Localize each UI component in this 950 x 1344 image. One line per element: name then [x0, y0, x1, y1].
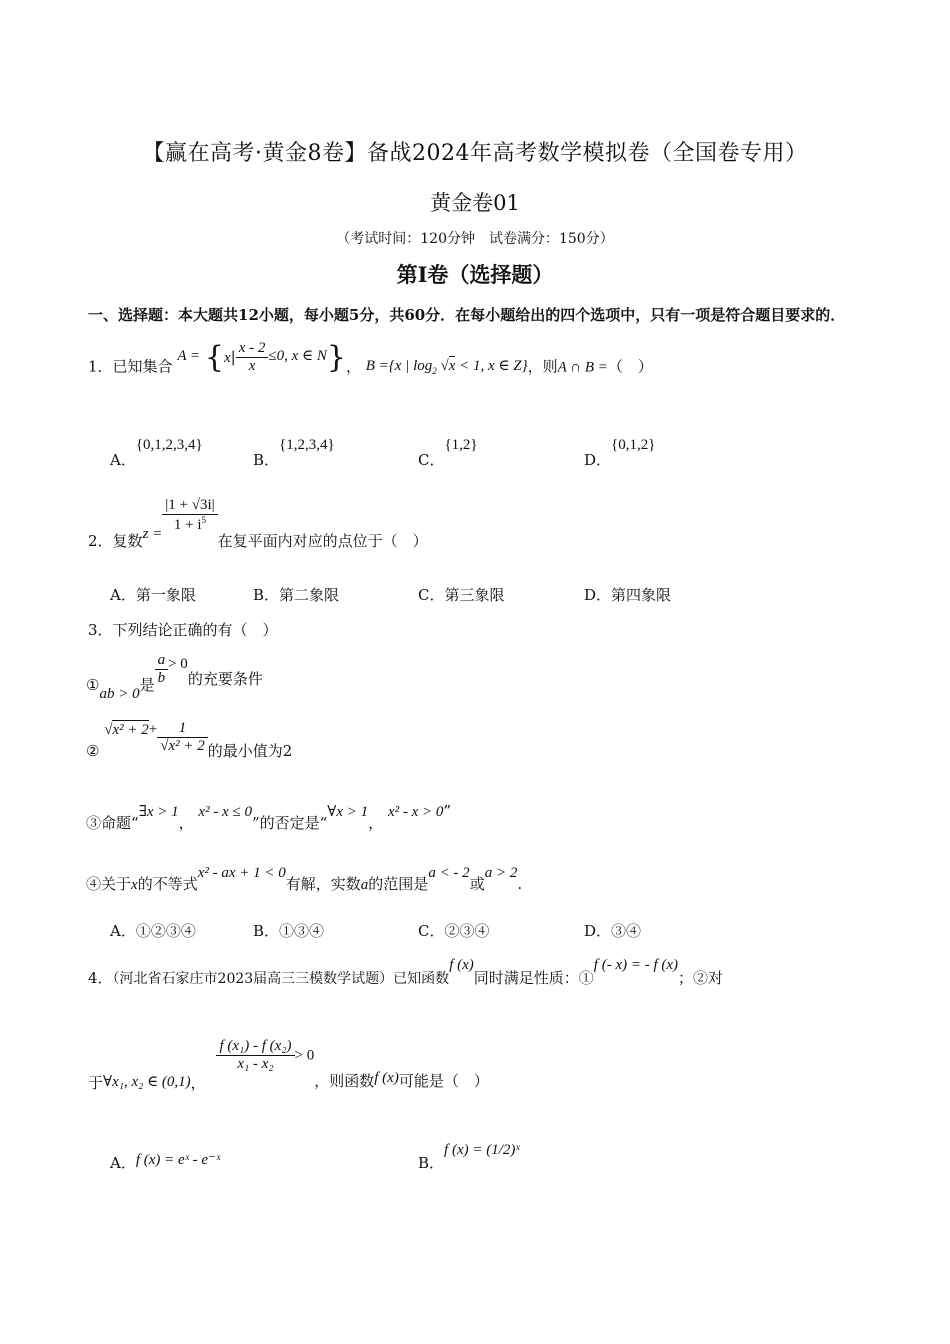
answer-paren: （ ）: [607, 357, 653, 376]
fraction-denominator: b: [157, 670, 166, 686]
q4-option-b[interactable]: [418, 1138, 520, 1172]
variable-a: a: [360, 877, 369, 893]
set-a-lhs: A =: [177, 347, 201, 364]
connector: ”的否定是“: [251, 814, 328, 832]
property-1: f (- x) = - f (x): [593, 957, 679, 973]
question-tail: ，则函数: [314, 1071, 375, 1090]
comma: ，: [178, 814, 194, 832]
statement-1: [86, 652, 263, 702]
fraction-denominator: [162, 515, 217, 534]
q4-option-a[interactable]: [110, 1148, 221, 1172]
predicate: x² - x ≤ 0: [198, 804, 252, 820]
statement-tail: 的最小值为2: [207, 741, 293, 760]
statement-3: [86, 800, 452, 832]
question-4-line-2: [88, 1038, 489, 1092]
exam-title: 【赢在高考·黄金8卷】备战2024年高考数学模拟卷（全国卷专用）: [142, 141, 808, 166]
statement-fraction: [157, 720, 208, 755]
option-value: {1,2,3,4}: [279, 437, 335, 453]
q2-option-b[interactable]: [253, 584, 339, 605]
statement-2: [86, 712, 293, 760]
predicate: x² - x > 0: [387, 804, 444, 820]
set-a-var: x: [223, 349, 231, 366]
exam-subtitle: 黄金卷01: [430, 191, 520, 215]
question-lead: 复数: [112, 531, 143, 550]
option-value: f (x) = (1/2)ˣ: [444, 1142, 520, 1158]
option-value: ①②③④: [135, 922, 196, 940]
statement-lead: 命题“: [101, 814, 139, 832]
option-value: 第三象限: [444, 586, 505, 604]
statement-mark: ④: [86, 875, 102, 893]
q3-option-d[interactable]: [584, 920, 641, 941]
fraction-numerator: a: [155, 652, 169, 670]
set-a-fraction: [236, 340, 269, 375]
divider-bar: |: [230, 347, 236, 366]
comma: ，: [190, 1073, 206, 1092]
fraction-numerator: 1: [157, 720, 208, 738]
question-tail: 在复平面内对应的点位于（ ）: [217, 531, 428, 550]
option-value: ②③④: [444, 922, 490, 940]
q2-option-a[interactable]: [110, 584, 196, 605]
range-2: a > 2: [484, 865, 518, 881]
sqrt-term: √x² + 2: [104, 721, 149, 738]
q1-option-c[interactable]: [418, 433, 478, 469]
period: .: [517, 875, 523, 893]
question-tail: ，则: [527, 357, 558, 376]
forall-expr: ∀x₁, x₂ ∈ (0,1): [103, 1073, 191, 1090]
connector: ；②对: [678, 969, 724, 987]
q3-option-c[interactable]: [418, 920, 490, 941]
denominator-expr: 1 + i: [173, 517, 202, 533]
connector: 有解，实数: [285, 875, 361, 893]
statement-fraction: [155, 652, 169, 687]
fraction-numerator: f (x₁) - f (x₂): [216, 1038, 294, 1056]
option-label: A．: [110, 922, 136, 940]
set-b-lead: B ={x | log: [365, 357, 433, 374]
connector: 同时满足性质：①: [473, 969, 594, 987]
option-label: A．: [110, 1154, 136, 1172]
section-instructions: 一、选择题：本大题共12小题，每小题5分，共60分．在每小题给出的四个选项中，只有一项是符合题目要求的．: [88, 306, 846, 324]
fraction-numerator: |1 + √3i|: [162, 497, 217, 515]
question-source: （河北省石家庄市2023届高三三模数学试题）已知函数: [112, 971, 450, 987]
comma: ，: [368, 814, 384, 832]
predicate: ∃x > 1: [138, 804, 179, 820]
option-label: B．: [253, 586, 280, 604]
variable-x: x: [131, 877, 138, 893]
question-number: 2．: [88, 531, 113, 550]
q1-option-d[interactable]: [584, 433, 656, 469]
option-value: {0,1,2,3,4}: [135, 437, 203, 453]
statement-mark: ③: [86, 814, 102, 832]
question-number: 1．: [88, 357, 113, 376]
set-a-condition: ≤0, x ∈ N: [268, 347, 327, 364]
option-value: {1,2}: [444, 437, 478, 453]
left-brace: {: [204, 340, 224, 375]
q2-option-d[interactable]: [584, 584, 671, 605]
q1-option-b[interactable]: [253, 433, 335, 469]
question-3: [88, 619, 278, 640]
option-label: D．: [584, 922, 612, 940]
option-value: ③④: [611, 922, 642, 940]
inequality: x² - ax + 1 < 0: [197, 865, 286, 881]
intersection-expr: A ∩ B =: [557, 359, 608, 376]
set-b: B ={x | $\log_2 √x < 1$, x ∈ Z}: [365, 357, 528, 376]
comma: ，: [345, 357, 361, 376]
connector: 的不等式: [137, 875, 198, 893]
predicate: ∀x > 1: [327, 804, 369, 820]
option-value: ①③④: [279, 922, 325, 940]
option-value: 第二象限: [279, 586, 340, 604]
statement-lead: 关于: [101, 875, 132, 893]
log-base: 2: [432, 365, 437, 376]
exponent: 5: [201, 515, 207, 525]
relation: > 0: [294, 1047, 315, 1064]
q1-option-a[interactable]: [110, 433, 203, 469]
question-2: [88, 497, 428, 550]
statement-4: [86, 861, 523, 893]
sqrt-arg: x² + 2: [112, 721, 149, 738]
q3-option-b[interactable]: [253, 920, 324, 941]
option-label: B．: [418, 1154, 445, 1172]
question-number: 4．: [88, 969, 113, 987]
connector: 是: [139, 675, 155, 694]
option-label: C．: [418, 922, 445, 940]
condition: ab > 0: [99, 685, 140, 702]
question-number: 3．: [88, 621, 113, 639]
option-label: A．: [110, 586, 136, 604]
connector: 的范围是: [368, 875, 429, 893]
option-label: D．: [584, 586, 612, 604]
exam-info: （考试时间：120分钟 试卷满分：150分）: [336, 231, 614, 247]
sqrt-arg: x: [448, 357, 456, 374]
option-label: C．: [418, 451, 445, 469]
z-label: z =: [142, 525, 163, 542]
or-word: 或: [469, 875, 485, 893]
option-label: C．: [418, 586, 445, 604]
option-label: D．: [584, 451, 612, 469]
question-lead: 下列结论正确的有（ ）: [112, 621, 278, 639]
q2-option-c[interactable]: [418, 584, 505, 605]
set-b-rest: < 1, x ∈ Z}: [459, 357, 528, 374]
z-fraction: [162, 497, 217, 534]
question-lead: 已知集合: [112, 357, 173, 376]
range-1: a < - 2: [428, 865, 470, 881]
fraction-numerator: x - 2: [236, 340, 269, 358]
statement-tail: 的充要条件: [187, 669, 263, 688]
numerator-expr: 1 + √3i: [168, 497, 212, 513]
option-label: B．: [253, 922, 280, 940]
fraction-denominator: x: [248, 358, 256, 374]
question-4: [88, 953, 724, 987]
option-label: A．: [110, 451, 136, 469]
option-value: {0,1,2}: [611, 437, 656, 453]
option-value: 第四象限: [611, 586, 672, 604]
statement-mark: ①: [86, 675, 100, 694]
right-brace: }: [326, 340, 346, 375]
line-lead: 于: [88, 1073, 104, 1092]
option-value: f (x) = eˣ - e⁻ˣ: [135, 1152, 221, 1168]
plus-sign: +: [148, 721, 158, 738]
function-fx: f (x): [449, 957, 474, 973]
option-label: B．: [253, 451, 280, 469]
fraction-denominator: √x² + 2: [160, 738, 205, 754]
q3-option-a[interactable]: [110, 920, 196, 941]
part-heading: 第I卷（选择题）: [396, 262, 554, 287]
monotonic-fraction: [216, 1038, 294, 1073]
statement-mark: ②: [86, 741, 100, 760]
answer-paren: 可能是（ ）: [398, 1071, 489, 1090]
fraction-denominator: x₁ - x₂: [237, 1056, 274, 1072]
relation: > 0: [168, 655, 188, 672]
function-fx: f (x): [374, 1069, 399, 1086]
quote-end: ”: [443, 802, 452, 820]
question-1: [88, 340, 653, 385]
option-value: 第一象限: [135, 586, 196, 604]
